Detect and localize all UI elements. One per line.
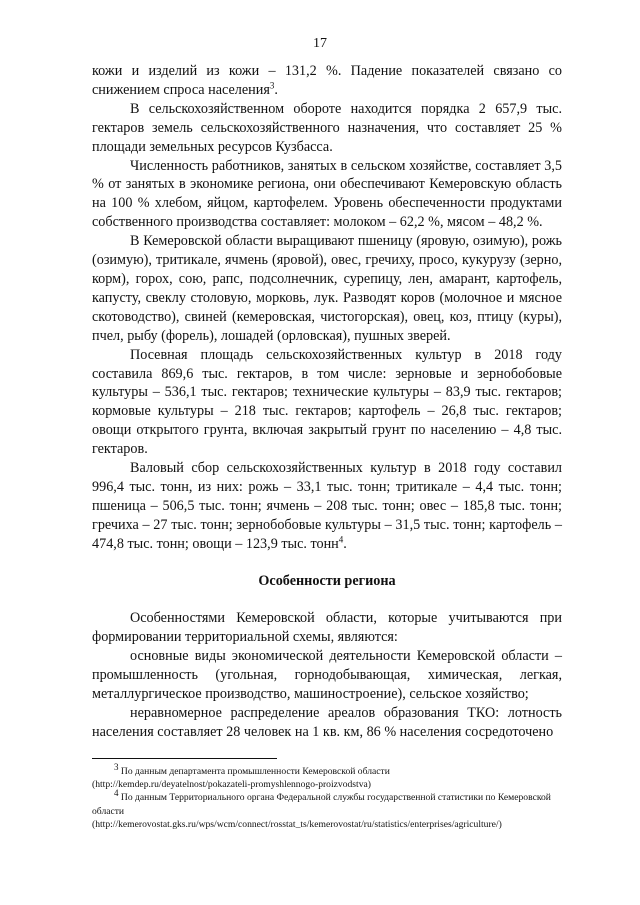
footnote-ref-4[interactable]: 4	[338, 533, 344, 544]
paragraph-leather-decline	[92, 62, 562, 100]
footnote-ref-3[interactable]: 3	[269, 80, 275, 91]
section-heading: Особенности региона	[258, 572, 396, 589]
paragraph-economic-activities: основные виды экономической деятельности Кемеровской области – промышленность (угольная, горнодобывающая, химическая, легкая, металлургическое производство, машиностроение), сельское хозяйство;	[92, 648, 562, 703]
paragraph-end: .	[274, 81, 278, 98]
footnote-4	[92, 788, 562, 817]
paragraph-end: .	[343, 535, 347, 552]
paragraph-farmland: В сельскохозяйственном обороте находится порядка 2 657,9 тыс. гектаров земель сельскохозяйственного назначения, что составляет 25 % площади земельных ресурсов Кузбасса.	[92, 100, 562, 155]
paragraph-waste-distribution: неравномерное распределение ареалов образования ТКО: лотность населения составляет 28 человек на 1 кв. км, 86 % населения сосредоточено	[92, 705, 562, 740]
footnote-text: По данным департамента промышленности Кемеровской области	[120, 766, 390, 777]
paragraph-agri-workers: Численность работников, занятых в сельском хозяйстве, составляет 3,5 % от занятых в экономике региона, они обеспечивают Кемеровскую область на 100 % хлебом, яйцом, картофелем. Уровень обеспеченности продуктами собственного производства составляет: молоком – 62,2 %, мясом – 48,2 %.	[92, 157, 562, 231]
page-number: 17	[313, 36, 327, 51]
footnote-4-link[interactable]: (http://kemerovostat.gks.ru/wps/wcm/connect/rosstat_ts/kemerovostat/ru/statistics/enterprises/agriculture/)	[92, 818, 502, 830]
footnote-3-link[interactable]: (http://kemdep.ru/deyatelnost/pokazateli-promyshlennogo-proizvodstva)	[92, 779, 371, 791]
body-text	[92, 62, 562, 742]
paragraph-text: кожи и изделий из кожи – 131,2 %. Падение показателей связано со снижением спроса населения	[92, 63, 562, 98]
footnote-marker: 4	[114, 788, 119, 799]
footnote-text: По данным Территориального органа Федеральной службы государственной статистики по Кемеровской области	[92, 792, 551, 817]
paragraph-gross-harvest	[92, 459, 562, 554]
paragraph-sown-area: Посевная площадь сельскохозяйственных культур в 2018 году составила 869,6 тыс. гектаров, в том числе: зерновые и зернобобовые культуры – 536,1 тыс. гектаров; технические культуры – 83,9 тыс. гектаров; кормовые культуры – 218 тыс. гектаров; картофель – 26,8 тыс. гектаров; овощи открытого грунта, включая закрытый грунт по населению – 4,8 тыс. гектаров.	[92, 346, 562, 458]
paragraph-crops-livestock: В Кемеровской области выращивают пшеницу (яровую, озимую), рожь (озимую), тритикале, ячмень (яровой), овес, гречиху, просо, кукурузу (зерно, корм), горох, сою, рапс, подсолнечник, сурепицу, лен, амарант, картофель, капусту, свеклу столовую, морковь, лук. Разводят коров (молочное и мясное скотоводство), свиней (кемеровская, чистогорская), овец, коз, птицу (куры), пчел, рыбу (форель), лошадей (орловская), пушных зверей.	[92, 233, 562, 344]
footnotes	[92, 761, 562, 831]
paragraph-features-intro: Особенностями Кемеровской области, которые учитываются при формировании территориальной схемы, являются:	[92, 610, 562, 646]
footnote-marker: 3	[114, 761, 119, 772]
footnote-separator	[92, 758, 277, 759]
footnote-3	[92, 761, 562, 778]
paragraph-text: Валовый сбор сельскохозяйственных культур в 2018 году составил 996,4 тыс. тонн, из них: рожь – 33,1 тыс. тонн; тритикале – 4,4 тыс. тонн; пшеница – 506,5 тыс. тонн; ячмень – 208 тыс. тонн; овес – 185,8 тыс. тонн; гречиха – 27 тыс. тонн; зернобобовые культуры – 31,5 тыс. тонн; картофель – 474,8 тыс. тонн; овощи – 123,9 тыс. тонн	[92, 460, 562, 552]
